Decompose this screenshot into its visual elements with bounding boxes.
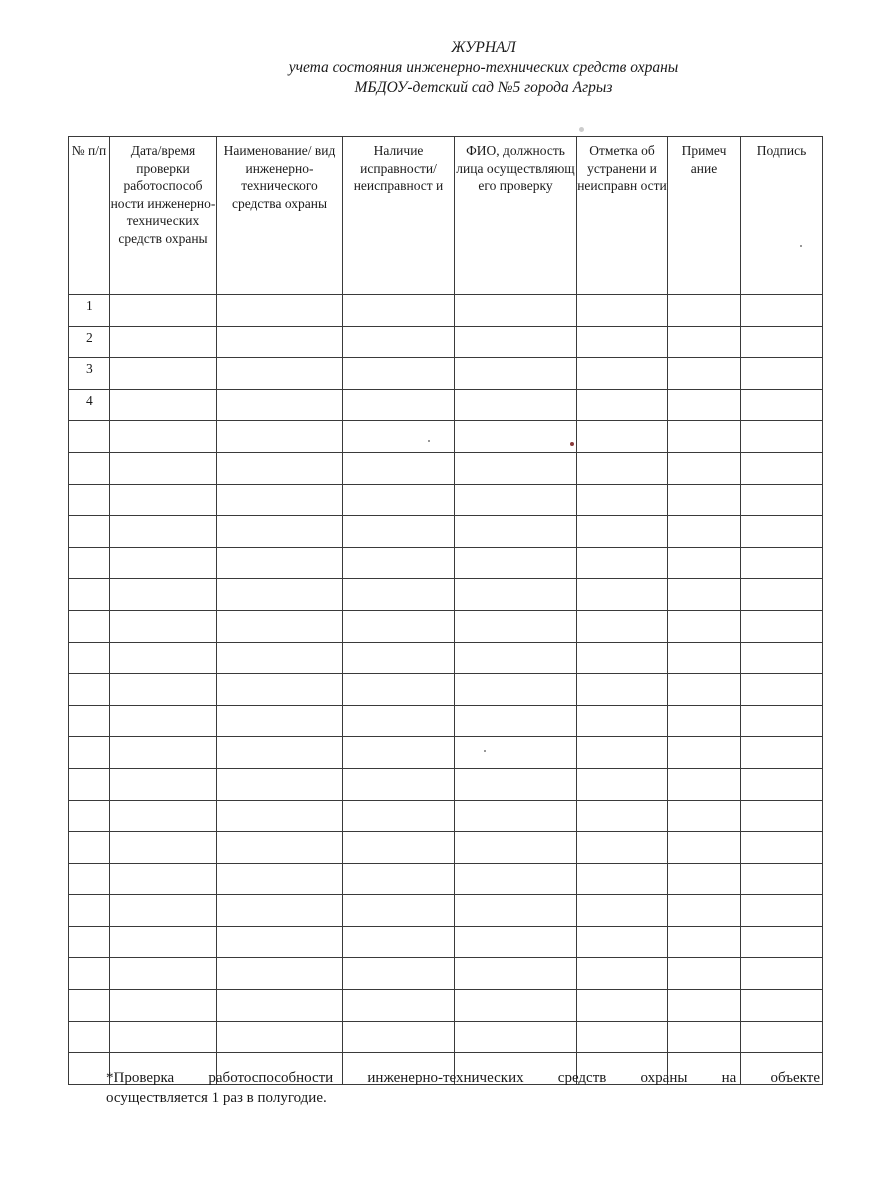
table-cell <box>343 452 455 484</box>
table-cell <box>110 547 217 579</box>
table-cell <box>343 295 455 327</box>
footnote-line-2: осуществляется 1 раз в полугодие. <box>106 1090 327 1106</box>
table-cell <box>217 358 343 390</box>
table-cell <box>741 768 823 800</box>
table-cell <box>741 737 823 769</box>
table-cell <box>217 484 343 516</box>
table-cell <box>110 958 217 990</box>
table-cell <box>110 642 217 674</box>
table-cell <box>110 610 217 642</box>
table-cell <box>110 832 217 864</box>
table-cell <box>741 579 823 611</box>
table-cell <box>110 800 217 832</box>
row-number-cell <box>69 1053 110 1085</box>
table-row <box>69 737 823 769</box>
table-cell <box>668 895 741 927</box>
table-cell <box>741 389 823 421</box>
table-cell <box>668 1021 741 1053</box>
table-cell <box>668 674 741 706</box>
table-cell <box>741 705 823 737</box>
table-row <box>69 642 823 674</box>
table-cell <box>343 516 455 548</box>
table-cell <box>110 484 217 516</box>
table-cell <box>110 705 217 737</box>
row-number-cell <box>69 990 110 1022</box>
table-cell <box>668 705 741 737</box>
table-cell <box>668 863 741 895</box>
table-cell <box>668 926 741 958</box>
table-cell <box>741 421 823 453</box>
table-row <box>69 547 823 579</box>
row-number-cell <box>69 610 110 642</box>
table-cell <box>343 674 455 706</box>
table-cell <box>577 990 668 1022</box>
scan-speck <box>800 245 802 247</box>
table-cell <box>217 958 343 990</box>
row-number-cell <box>69 547 110 579</box>
table-cell <box>110 389 217 421</box>
table-cell <box>577 895 668 927</box>
table-cell <box>343 421 455 453</box>
table-cell <box>110 1021 217 1053</box>
table-cell <box>343 1021 455 1053</box>
table-row <box>69 832 823 864</box>
table-row <box>69 800 823 832</box>
table-cell <box>577 421 668 453</box>
table-cell <box>668 642 741 674</box>
table-cell <box>455 800 577 832</box>
table-cell <box>110 737 217 769</box>
row-number-cell <box>69 516 110 548</box>
scan-speck <box>484 750 486 752</box>
table-cell <box>343 484 455 516</box>
table-cell <box>110 768 217 800</box>
table-cell <box>577 642 668 674</box>
footnote-line-1: *Проверка работоспособности инженерно-технических средств охраны на объекте <box>106 1070 820 1086</box>
table-cell <box>343 737 455 769</box>
table-cell <box>455 926 577 958</box>
table-cell <box>217 421 343 453</box>
table-header-row <box>69 137 823 295</box>
row-number-cell <box>69 800 110 832</box>
table-cell <box>741 452 823 484</box>
table-cell <box>343 358 455 390</box>
row-number-cell <box>69 674 110 706</box>
table-row <box>69 389 823 421</box>
table-cell <box>455 389 577 421</box>
table-cell <box>217 1021 343 1053</box>
table-cell <box>110 516 217 548</box>
table-cell <box>577 610 668 642</box>
table-row <box>69 326 823 358</box>
table-cell <box>217 800 343 832</box>
table-cell <box>577 705 668 737</box>
table-cell <box>668 579 741 611</box>
table-row <box>69 926 823 958</box>
table-cell <box>577 832 668 864</box>
table-cell <box>217 516 343 548</box>
table-cell <box>455 579 577 611</box>
table-cell <box>455 990 577 1022</box>
table-cell <box>217 295 343 327</box>
table-cell <box>110 421 217 453</box>
table-cell <box>217 579 343 611</box>
table-cell <box>217 832 343 864</box>
table-cell <box>455 737 577 769</box>
table-cell <box>455 452 577 484</box>
table-cell <box>668 326 741 358</box>
table-cell <box>577 863 668 895</box>
table-cell <box>577 358 668 390</box>
table-cell <box>217 389 343 421</box>
table-cell <box>577 452 668 484</box>
table-cell <box>455 358 577 390</box>
table-cell <box>668 990 741 1022</box>
column-header-equipment-name: Наименование/ вид инженерно-технического средства охраны <box>217 137 343 295</box>
table-body <box>69 295 823 1085</box>
table-row <box>69 295 823 327</box>
table-cell <box>455 547 577 579</box>
table-cell <box>741 642 823 674</box>
table-cell <box>343 610 455 642</box>
row-number-cell <box>69 832 110 864</box>
table-row <box>69 484 823 516</box>
table-cell <box>343 326 455 358</box>
table-cell <box>668 516 741 548</box>
row-number-cell <box>69 421 110 453</box>
table-cell <box>455 484 577 516</box>
table-cell <box>668 484 741 516</box>
table-cell <box>110 863 217 895</box>
table-cell <box>217 674 343 706</box>
table-cell <box>577 768 668 800</box>
table-cell <box>343 547 455 579</box>
table-row <box>69 705 823 737</box>
table-row <box>69 610 823 642</box>
table-cell <box>110 674 217 706</box>
table-cell <box>668 800 741 832</box>
row-number-cell <box>69 642 110 674</box>
table-cell <box>741 295 823 327</box>
table-cell <box>577 579 668 611</box>
table-cell <box>343 926 455 958</box>
table-cell <box>110 358 217 390</box>
table-cell <box>741 326 823 358</box>
table-cell <box>741 358 823 390</box>
table-row <box>69 768 823 800</box>
table-cell <box>110 326 217 358</box>
table-cell <box>343 768 455 800</box>
table-cell <box>741 863 823 895</box>
table-cell <box>668 610 741 642</box>
scan-speck <box>428 440 430 442</box>
row-number-cell <box>69 484 110 516</box>
table-cell <box>455 832 577 864</box>
table-cell <box>455 674 577 706</box>
table-cell <box>343 389 455 421</box>
table-cell <box>577 1021 668 1053</box>
table-cell <box>577 484 668 516</box>
column-header-repair-mark: Отметка об устранени и неисправн ости <box>577 137 668 295</box>
row-number-cell <box>69 926 110 958</box>
organization-name: МБДОУ-детский сад №5 города Агрыз <box>354 79 613 96</box>
table-cell <box>741 895 823 927</box>
document-subtitle: учета состояния инженерно-технических средств охраны <box>288 59 679 76</box>
row-number-cell <box>69 1021 110 1053</box>
table-cell <box>741 674 823 706</box>
table-cell <box>741 958 823 990</box>
table-cell <box>217 326 343 358</box>
table-row <box>69 863 823 895</box>
table-row <box>69 452 823 484</box>
table-cell <box>455 895 577 927</box>
table-cell <box>110 990 217 1022</box>
table-row <box>69 516 823 548</box>
table-cell <box>343 705 455 737</box>
table-cell <box>577 958 668 990</box>
table-cell <box>741 800 823 832</box>
document-header <box>0 38 872 98</box>
document-title: ЖУРНАЛ <box>451 39 516 56</box>
table-cell <box>343 800 455 832</box>
table-cell <box>741 516 823 548</box>
table-cell <box>217 610 343 642</box>
table-cell <box>217 642 343 674</box>
table-cell <box>110 452 217 484</box>
row-number-cell <box>69 579 110 611</box>
journal-table <box>68 136 823 1085</box>
table-cell <box>741 610 823 642</box>
table-cell <box>741 484 823 516</box>
column-header-serviceability: Наличие исправности/ неисправност и <box>343 137 455 295</box>
table-row <box>69 674 823 706</box>
table-cell <box>668 958 741 990</box>
column-header-inspector: ФИО, должность лица осуществляющ его проверку <box>455 137 577 295</box>
table-cell <box>455 421 577 453</box>
table-cell <box>455 642 577 674</box>
table-cell <box>343 642 455 674</box>
row-number-cell: 3 <box>69 358 110 390</box>
table-cell <box>455 610 577 642</box>
row-number-cell <box>69 768 110 800</box>
table-cell <box>741 547 823 579</box>
table-cell <box>455 295 577 327</box>
table-cell <box>577 389 668 421</box>
table-cell <box>455 516 577 548</box>
row-number-cell: 2 <box>69 326 110 358</box>
table-cell <box>455 705 577 737</box>
scan-speck <box>579 127 584 132</box>
column-header-number: № п/п <box>69 137 110 295</box>
table-row <box>69 421 823 453</box>
table-cell <box>217 768 343 800</box>
table-row <box>69 358 823 390</box>
table-cell <box>668 737 741 769</box>
row-number-cell <box>69 863 110 895</box>
scan-speck <box>570 442 574 446</box>
table-cell <box>668 547 741 579</box>
table-cell <box>455 863 577 895</box>
table-cell <box>455 958 577 990</box>
row-number-cell: 1 <box>69 295 110 327</box>
table-cell <box>577 737 668 769</box>
table-cell <box>110 295 217 327</box>
row-number-cell: 4 <box>69 389 110 421</box>
table-cell <box>668 295 741 327</box>
table-cell <box>217 705 343 737</box>
table-cell <box>110 895 217 927</box>
table-cell <box>110 579 217 611</box>
table-row <box>69 958 823 990</box>
table-cell <box>455 1021 577 1053</box>
table-cell <box>217 863 343 895</box>
table-cell <box>741 926 823 958</box>
table-cell <box>668 389 741 421</box>
table-cell <box>577 326 668 358</box>
table-cell <box>343 863 455 895</box>
table-cell <box>668 832 741 864</box>
table-cell <box>343 895 455 927</box>
table-cell <box>217 895 343 927</box>
table-cell <box>343 958 455 990</box>
table-cell <box>577 516 668 548</box>
table-cell <box>217 547 343 579</box>
row-number-cell <box>69 705 110 737</box>
table-cell <box>577 547 668 579</box>
table-cell <box>455 326 577 358</box>
table-cell <box>217 452 343 484</box>
column-header-note: Примеч ание <box>668 137 741 295</box>
table-row <box>69 1021 823 1053</box>
table-cell <box>343 990 455 1022</box>
row-number-cell <box>69 895 110 927</box>
table-cell <box>668 768 741 800</box>
table-cell <box>577 800 668 832</box>
table-cell <box>668 358 741 390</box>
table-cell <box>741 990 823 1022</box>
column-header-signature: Подпись <box>741 137 823 295</box>
table-cell <box>217 737 343 769</box>
row-number-cell <box>69 452 110 484</box>
table-cell <box>577 674 668 706</box>
table-cell <box>668 452 741 484</box>
table-row <box>69 990 823 1022</box>
footnote <box>106 1068 820 1108</box>
table-cell <box>343 832 455 864</box>
column-header-datetime: Дата/время проверки работоспособ ности инженерно-технических средств охраны <box>110 137 217 295</box>
table-cell <box>217 990 343 1022</box>
table-row <box>69 579 823 611</box>
table-row <box>69 895 823 927</box>
table-cell <box>668 421 741 453</box>
table-cell <box>577 295 668 327</box>
table-cell <box>741 1021 823 1053</box>
table-cell <box>343 579 455 611</box>
table-cell <box>455 768 577 800</box>
row-number-cell <box>69 737 110 769</box>
row-number-cell <box>69 958 110 990</box>
table-cell <box>217 926 343 958</box>
table-cell <box>741 832 823 864</box>
table-cell <box>577 926 668 958</box>
table-cell <box>110 926 217 958</box>
